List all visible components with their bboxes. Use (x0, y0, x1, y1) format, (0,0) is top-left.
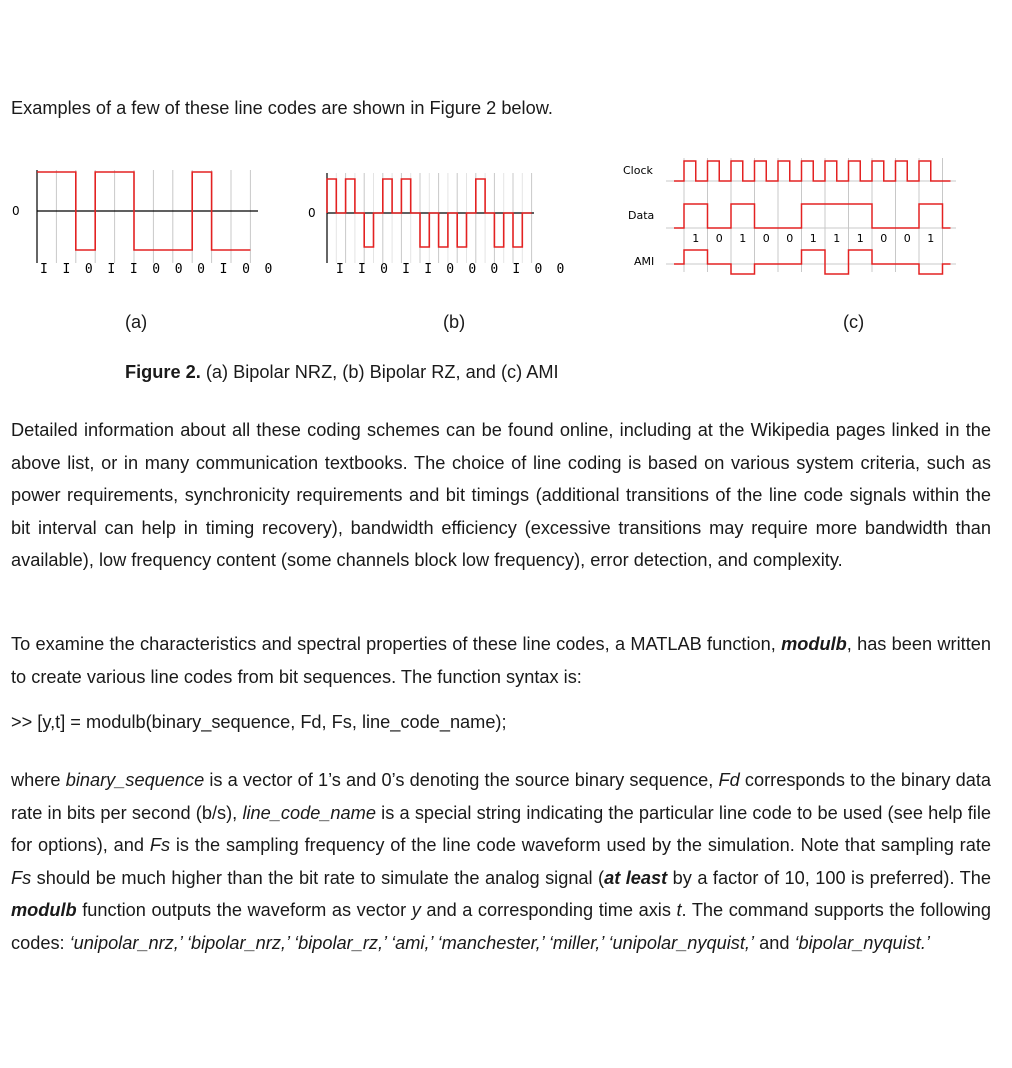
panel-b-bipolar-rz (306, 165, 568, 285)
caption-a: (a) (125, 312, 148, 332)
p3-codes: ‘unipolar_nrz,’ ‘bipolar_nrz,’ ‘bipolar_rz,’ ‘ami,’ ‘manchester,’ ‘miller,’ ‘unipolar_nyquist,’ (69, 932, 755, 953)
p3-y: y (411, 900, 421, 921)
p3-line-code-name: line_code_name (242, 802, 376, 823)
intro-text: Examples of a few of these line codes are shown in Figure 2 below. (11, 98, 553, 118)
panel-a-zero-label: 0 (12, 204, 20, 218)
p3-t: t (676, 900, 682, 921)
bit-label: 1 (809, 232, 817, 245)
p3-s8: function outputs the waveform as vector (76, 900, 412, 921)
bit-label: 0 (903, 232, 911, 245)
clock-label: Clock (623, 164, 653, 177)
bit-label: 0 (715, 232, 723, 245)
bit-label: 0 (786, 232, 794, 245)
p3-s5: is the sampling frequency of the line code waveform used by the simulation. Note that sampling rate (170, 835, 991, 856)
p3-s10: . The command supports the following codes: (11, 900, 991, 953)
bit-label: 1 (833, 232, 841, 245)
panel-b-bit-labels: I I 0 I I 0 0 0 I 0 0 (336, 262, 568, 277)
p3-last-code: ‘bipolar_nyquist.’ (794, 932, 930, 953)
p3-fs2: Fs (11, 867, 32, 888)
p3-fs1: Fs (149, 835, 171, 856)
matlab-command: >> [y,t] = modulb(binary_sequence, Fd, Fs, line_code_name); (11, 712, 507, 732)
ami-label: AMI (634, 255, 655, 268)
p3-s9: and a corresponding time axis (420, 900, 677, 921)
paragraph-parameters (11, 764, 991, 960)
ami-signal (674, 250, 951, 274)
p2-text-b: , has been written to create various line codes from bit sequences. The function syntax is: (11, 634, 991, 687)
caption-c: (c) (843, 312, 865, 332)
caption-b: (b) (443, 312, 466, 332)
bit-label: 1 (739, 232, 747, 245)
bit-label: 0 (762, 232, 770, 245)
figure-caption (125, 362, 559, 383)
clock-signal (674, 161, 951, 181)
data-signal (674, 204, 951, 228)
figure-caption-text: (a) Bipolar NRZ, (b) Bipolar RZ, and (c) AMI (200, 362, 559, 382)
p3-s7: by a factor of 10, 100 is preferred). The (667, 867, 991, 888)
p3-s3: corresponds to the binary data rate in bits per second (b/s), (11, 770, 991, 823)
bit-label: 1 (692, 232, 700, 245)
panel-a-grid (37, 170, 250, 263)
p3-modulb: modulb (11, 900, 77, 921)
figure-2 (0, 150, 1012, 280)
panel-a-bipolar-nrz (10, 165, 276, 285)
p3-at-least: at least (604, 867, 668, 888)
p3-s6: should be much higher than the bit rate to simulate the analog signal ( (31, 867, 605, 888)
bit-label: 1 (856, 232, 864, 245)
panel-b-zero-label: 0 (308, 206, 316, 220)
panel-c-ami (618, 152, 958, 277)
panel-c-bit-labels (692, 232, 934, 245)
p3-s2: is a vector of 1’s and 0’s denoting the source binary sequence, (204, 770, 719, 790)
panel-a-bit-labels: I I 0 I I 0 0 0 I 0 0 (40, 262, 276, 277)
p2-text-a: To examine the characteristics and spectral properties of these line codes, a MATLAB function, (11, 634, 782, 654)
bit-label: 0 (880, 232, 888, 245)
p3-s11: and (754, 932, 795, 953)
p3-fd: Fd (718, 770, 740, 790)
p3-s1: where (11, 770, 66, 790)
paragraph-matlab-function (11, 628, 991, 693)
p2-function-name: modulb (781, 634, 847, 654)
figure-caption-label: Figure 2. (125, 362, 201, 382)
p3-s4: is a special string indicating the particular line code to be used (see help file for options), and (11, 802, 992, 856)
paragraph-line-coding: Detailed information about all these coding schemes can be found online, including at the Wikipedia pages linked in the above list, or in many communication textbooks. The choice of line coding is based on various system criteria, such as power requirements, synchronicity requirements and bit timings (additional transitions of the line code signals within the bit interval can help in timing recovery), bandwidth efficiency (excessive transitions may require more bandwidth than available), low frequency content (some channels block low frequency), error detection, and complexity. (11, 420, 991, 571)
p3-binary-sequence: binary_sequence (65, 770, 205, 790)
bit-label: 1 (927, 232, 935, 245)
panel-c-grid (666, 158, 956, 272)
data-label: Data (628, 209, 655, 222)
